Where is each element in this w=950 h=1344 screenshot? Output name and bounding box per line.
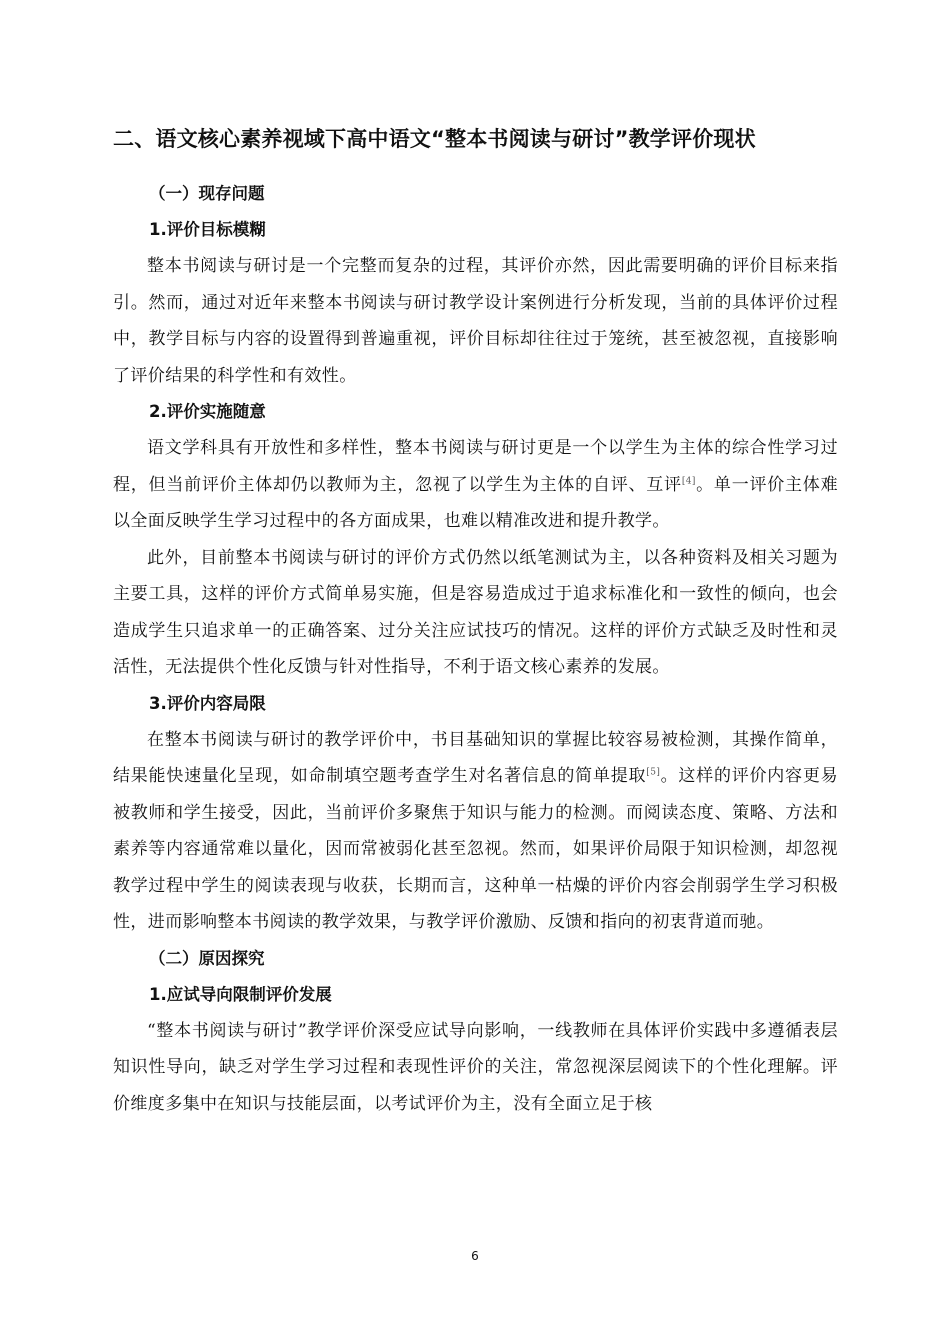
- section-title: 二、语文核心素养视域下高中语文“整本书阅读与研讨”教学评价现状: [113, 127, 756, 151]
- paragraph: 整本书阅读与研讨是一个完整而复杂的过程，其评价亦然，因此需要明确的评价目标来指引。然而，通过对近年来整本书阅读与研讨教学设计案例进行分析发现，当前的具体评价过程中，教学目标与内容的设置得到普遍重视，评价目标却往往过于笼统，甚至被忽视，直接影响了评价结果的科学性和有效性。: [113, 256, 838, 386]
- page-content: [113, 120, 838, 1122]
- paragraph: 在整本书阅读与研讨的教学评价中，书目基础知识的掌握比较容易被检测，其操作简单，结果能快速量化呈现，如命制填空题考查学生对名著信息的简单提取[5]。这样的评价内容更易被教师和学生接受，因此，当前评价多聚焦于知识与能力的检测。而阅读态度、策略、方法和素养等内容通常难以量化，因而常被弱化甚至忽视。然而，如果评价局限于知识检测，却忽视教学过程中学生的阅读表现与收获，长期而言，这种单一枯燥的评价内容会削弱学生学习积极性，进而影响整本书阅读的教学效果，与教学评价激励、反馈和指向的初衷背道而驰。: [113, 729, 839, 932]
- page-number: 6: [471, 1249, 479, 1263]
- item-title-content-limited: 3.评价内容局限: [149, 693, 266, 713]
- paragraph: 语文学科具有开放性和多样性，整本书阅读与研讨更是一个以学生为主体的综合性学习过程，但当前评价主体却仍以教师为主，忽视了以学生为主体的自评、互评[4]。单一评价主体难以全面反映学生学习过程中的各方面成果，也难以精准改进和提升教学。: [113, 438, 838, 531]
- item-title-goal-vague: 1.评价目标模糊: [149, 220, 266, 239]
- citation-ref: [4]: [681, 475, 696, 486]
- item-title-implementation-arbitrary: 2.评价实施随意: [149, 402, 266, 421]
- paragraph: 此外，目前整本书阅读与研讨的评价方式仍然以纸笔测试为主，以各种资料及相关习题为主要工具，这样的评价方式简单易实施，但是容易造成过于追求标准化和一致性的倾向，也会造成学生只追求单一的正确答案、过分关注应试技巧的情况。这样的评价方式缺乏及时性和灵活性，无法提供个性化反馈与针对性指导，不利于语文核心素养的发展。: [113, 547, 838, 677]
- item-title-exam-orientation: 1.应试导向限制评价发展: [149, 984, 332, 1004]
- subsection-title-causes: （二）原因探究: [149, 948, 265, 968]
- subsection-title-problems: （一）现存问题: [149, 184, 265, 203]
- citation-ref: [5]: [646, 767, 661, 778]
- paragraph: “整本书阅读与研讨”教学评价深受应试导向影响，一线教师在具体评价实践中多遵循表层知识性导向，缺乏对学生学习过程和表现性评价的关注，常忽视深层阅读下的个性化理解。评价维度多集中在知识与技能层面，以考试评价为主，没有全面立足于核: [113, 1020, 838, 1114]
